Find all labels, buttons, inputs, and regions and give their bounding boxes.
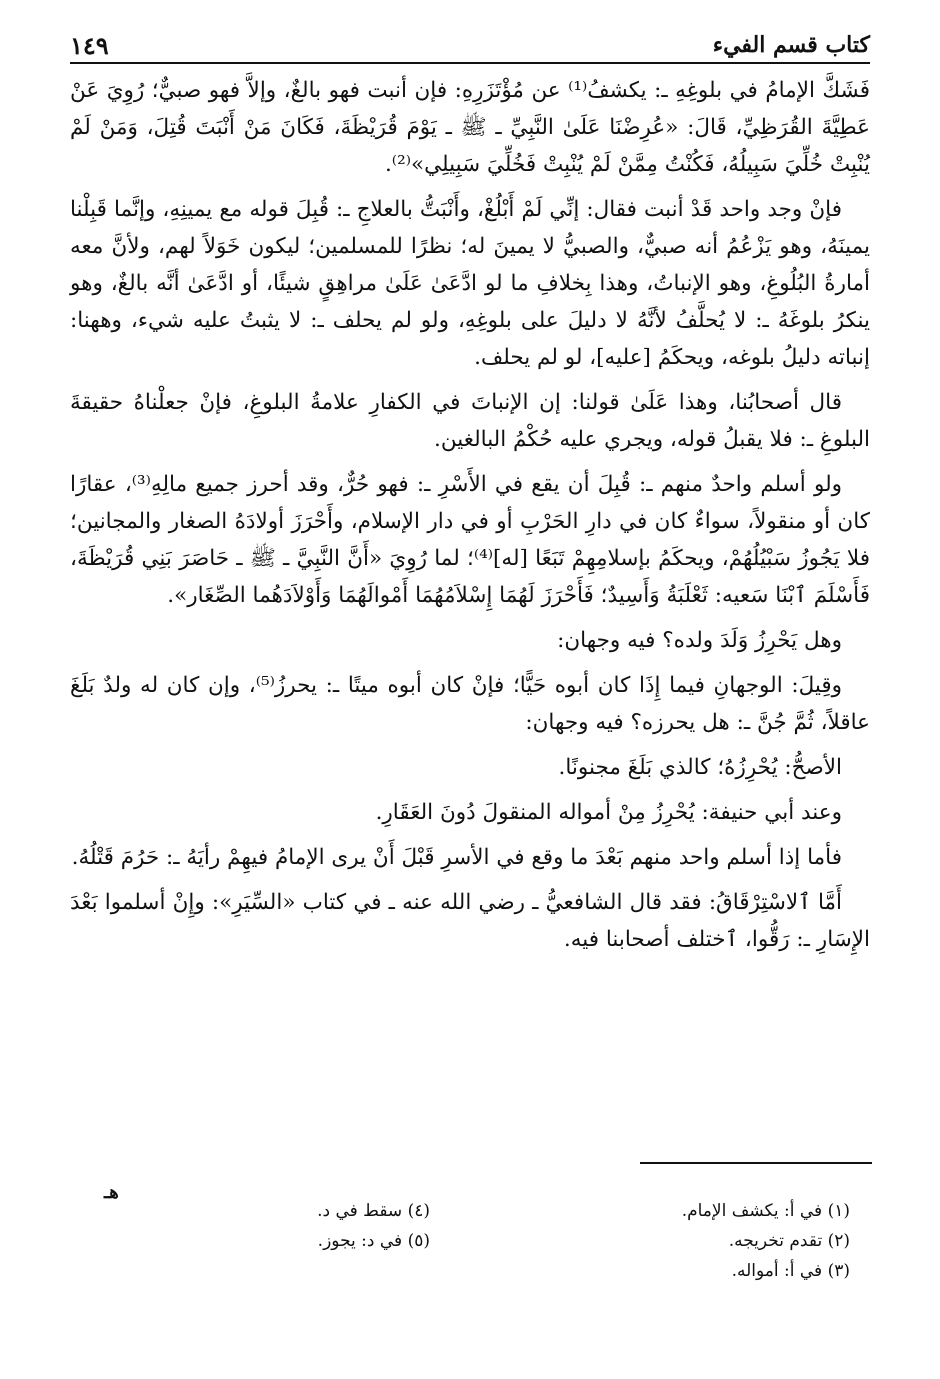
paragraph: قال أصحابُنا، وهذا عَلَىٰ قولنا: إن الإنباتَ في الكفارِ علامةُ البلوغِ، فإنْ جعلْناهُ حقيقةَ البلوغِ ـ: فلا يقبلُ قوله، ويجري عليه حُكْمُ البالغين. bbox=[70, 390, 870, 452]
footnote: (٣) في أ: أمواله. bbox=[731, 1261, 850, 1281]
footnotes-left bbox=[210, 1196, 430, 1256]
paragraph: فإنْ وجد واحد قَدْ أنبت فقال: إنِّي لَمْ أَبْلُغْ، وأَنْبَتُّ بالعلاجِ ـ: قُبِلَ قوله مع يمينِهِ، وإنَّما قَبِلْنا يمينَهُ، وهو يَزْعُمُ أنه صبيٌّ، والصبيُّ لا يمينَ له؛ نظرًا للمسلمين؛ ليكون خَوَلاً لهم، ولأنَّ معه أمارةُ البُلُوغِ، وهو الإنباتُ، وهذا بِخلافِ ما لو ادَّعَىٰ عَلَىٰ مراهِقٍ شيئًا، أو ادَّعَىٰ أنَّه بالغٌ، وهو ينكرُ بلوغَهُ ـ: لا يُحلَّفُ لأنَّهُ لا دليلَ على بلوغِهِ، ولو لم يحلف ـ: لا يثبتُ عليه شيء، وههنا: إنباته دليلُ بلوغه، ويحكَمُ [عليه]، لو لم يحلف. bbox=[70, 197, 870, 370]
footnotes-right bbox=[590, 1196, 850, 1286]
paragraph: وهل يَحْرِزُ وَلَدَ ولده؟ فيه وجهان: bbox=[557, 628, 842, 653]
paragraph: فأما إذا أسلم واحد منهم بَعْدَ ما وقع في الأسرِ قَبْلَ أَنْ يرى الإمامُ فيهِمْ رأيَهُ ـ: حَرُمَ قَتْلُهُ. bbox=[71, 845, 842, 870]
paragraph: وقِيلَ: الوجهانِ فيما إِذَا كان أبوه حَيًّا؛ فإنْ كان أبوه ميتًا ـ: يحرزُ⁽⁵⁾، وإن كان له ولدٌ بَلَغَ عاقلاً، ثُمَّ جُنَّ ـ: هل يحرزه؟ فيه وجهان: bbox=[70, 673, 870, 735]
corner-mark: هـ bbox=[104, 1182, 119, 1203]
page bbox=[70, 22, 870, 966]
footnote: (٤) سقط في د. bbox=[317, 1201, 430, 1221]
page-number: ١٤٩ bbox=[70, 31, 109, 60]
paragraph: أَمَّا ٱلاسْتِرْقَاقُ: فقد قال الشافعيُّ ـ رضي الله عنه ـ في كتاب «السِّيَرِ»: وإِنْ أسلموا بَعْدَ الإِسَارِ ـ: رَقُّوا، ٱختلف أصحابنا فيه. bbox=[70, 890, 870, 952]
running-header bbox=[70, 22, 870, 64]
paragraph: ولو أسلم واحدٌ منهم ـ: قُبِلَ أن يقع في الأَسْرِ ـ: فهو حُرٌّ، وقد أحرز جميع مالِهِ⁽³⁾، عقارًا كان أو منقولاً، سواءٌ كان في دارِ الحَرْبِ أو في دار الإسلام، وأَحْرَزَ أولادَهُ الصغار والمجانين؛ فلا يَجُوزُ سَبْيُلُهُمْ، ويحكَمُ بإسلامِهِمْ تَبَعًا [له]⁽⁴⁾؛ لما رُوِيَ «أَنَّ النَّبِيَّ ـ ﷺ ـ حَاصَرَ بَنِي قُرَيْظَةَ، فَأَسْلَمَ ٱبْنَا سَعيه: ثَعْلَبَةُ وَأَسِيدٌ؛ فَأَحْرَزَ لَهُمَا إِسْلاَمُهُمَا أَمْوالَهُمَا وَأَوْلاَدَهُما الصِّغَار». bbox=[70, 472, 870, 608]
paragraph: الأصحُّ: يُحْرِزُهُ؛ كالذي بَلَغَ مجنونًا. bbox=[558, 755, 842, 780]
footnote-separator bbox=[640, 1162, 872, 1164]
paragraph: وعند أبي حنيفة: يُحْرِزُ مِنْ أمواله المنقولَ دُونَ العَقَارِ. bbox=[375, 800, 842, 825]
book-title: كتاب قسم الفيء bbox=[713, 32, 870, 62]
footnote: (٢) تقدم تخريجه. bbox=[728, 1231, 850, 1251]
main-text bbox=[70, 72, 870, 958]
paragraph: فَشَكَّ الإمامُ في بلوغِهِ ـ: يكشفُ⁽¹⁾ عن مُؤْتَزَرِهِ: فإن أنبت فهو بالغٌ، وإلاَّ فهو صبيٌّ؛ رُوِيَ عَنْ عَطِيَّةَ القُرَظِيِّ، قَالَ: «عُرِضْنَا عَلَىٰ النَّبِيِّ ـ ﷺ ـ يَوْمَ قُرَيْظَةَ، فَكَانَ مَنْ أَنْبَتَ قُتِلَ، وَمَنْ لَمْ يُنْبِتْ خُلِّيَ سَبِيلُهُ، فَكُنْتُ مِمَّنْ لَمْ يُنْبِتْ فَخُلِّيَ سَبِيلِي»⁽²⁾. bbox=[70, 78, 871, 177]
footnote: (٥) في د: يجوز. bbox=[317, 1231, 430, 1251]
footnote: (١) في أ: يكشف الإمام. bbox=[681, 1201, 850, 1221]
